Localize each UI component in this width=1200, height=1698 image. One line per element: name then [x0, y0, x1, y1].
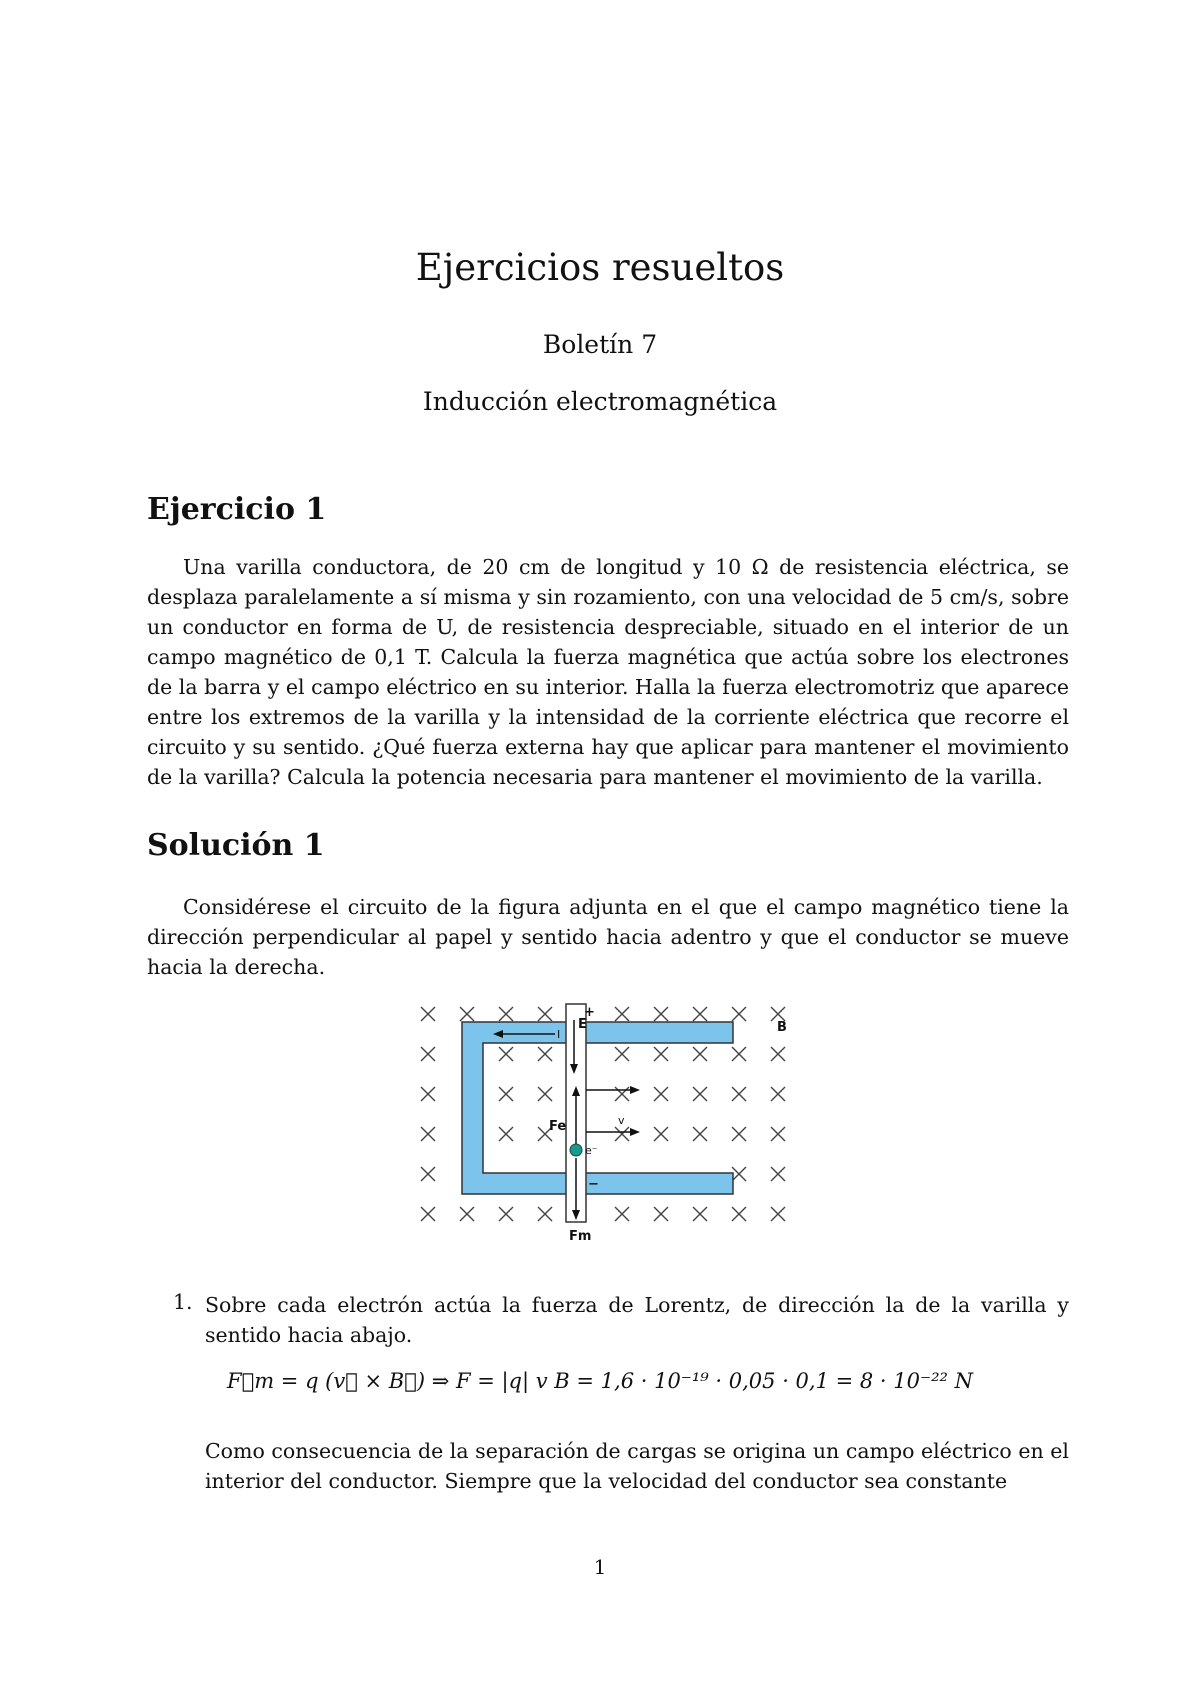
- field-cross: [693, 1047, 707, 1061]
- velocity-arrowhead-upper: [630, 1086, 640, 1094]
- field-label: B: [777, 1020, 787, 1035]
- solution-intro: Considérese el circuito de la figura adjunta en el que el campo magnético tiene la dirección perpendicular al papel y sentido hacia adentro y que el conductor se mueve hacia la derecha.: [147, 895, 1069, 979]
- field-cross: [421, 1047, 435, 1061]
- field-cross: [732, 1167, 746, 1181]
- field-cross: [771, 1007, 785, 1021]
- field-cross: [499, 1007, 513, 1021]
- efield-label: E: [578, 1017, 587, 1032]
- field-cross: [771, 1167, 785, 1181]
- exercise-heading: Ejercicio 1: [147, 492, 327, 527]
- field-cross: [460, 1207, 474, 1221]
- field-cross: [538, 1007, 552, 1021]
- field-cross: [732, 1047, 746, 1061]
- exercise-statement: Una varilla conductora, de 20 cm de longitud y 10 Ω de resistencia eléctrica, se desplaza paralelamente a sí misma y sin rozamiento, con una velocidad de 5 cm/s, sobre un conductor en forma de U, de resistencia despreciable, situado en el interior de un campo magnético de 0,1 T. Calcula la fuerza magnética que actúa sobre los electrones de la barra y el campo eléctrico en su interior. Halla la fuerza electromotriz que aparece entre los extremos de la varilla y la intensidad de la corriente eléctrica que recorre el circuito y su sentido. ¿Qué fuerza externa hay que aplicar para mantener el movimiento de la varilla? Calcula la potencia necesaria para mantener el movimiento de la varilla.: [147, 555, 1069, 789]
- current-label: I: [557, 1028, 561, 1041]
- field-cross: [771, 1087, 785, 1101]
- topic-label: Inducción electromagnética: [422, 387, 778, 416]
- electron: [570, 1144, 582, 1156]
- field-cross: [654, 1047, 668, 1061]
- minus-sign: −: [588, 1177, 599, 1192]
- electric-force-label: Fe: [549, 1119, 567, 1134]
- lorentz-equation: F⃗m = q (v⃗ × B⃗) ⇒ F = |q| v B = 1,6 · 10⁻¹⁹ · 0,05 · 0,1 = 8 · 10⁻²² N: [227, 1369, 973, 1393]
- field-cross: [421, 1007, 435, 1021]
- field-cross: [693, 1207, 707, 1221]
- field-cross: [771, 1047, 785, 1061]
- field-cross: [421, 1127, 435, 1141]
- page-number: 1: [593, 1555, 607, 1579]
- plus-sign: +: [584, 1005, 595, 1020]
- field-cross: [499, 1087, 513, 1101]
- field-cross: [421, 1087, 435, 1101]
- field-cross: [654, 1087, 668, 1101]
- field-cross: [771, 1207, 785, 1221]
- field-cross: [615, 1207, 629, 1221]
- field-cross: [693, 1007, 707, 1021]
- page-title: Ejercicios resueltos: [415, 246, 785, 289]
- field-cross: [732, 1127, 746, 1141]
- field-cross: [654, 1207, 668, 1221]
- field-cross: [693, 1127, 707, 1141]
- field-cross: [499, 1207, 513, 1221]
- field-cross: [460, 1007, 474, 1021]
- continuation-text: Como consecuencia de la separación de cargas se origina un campo eléctrico en el interior del conductor. Siempre que la velocidad del conductor sea constante: [205, 1439, 1069, 1493]
- field-cross: [538, 1047, 552, 1061]
- bulletin-label: Boletín 7: [542, 330, 658, 359]
- field-cross: [693, 1087, 707, 1101]
- field-cross: [654, 1007, 668, 1021]
- field-cross: [615, 1007, 629, 1021]
- field-cross: [732, 1087, 746, 1101]
- u-conductor: [462, 1022, 733, 1194]
- velocity-arrowhead-lower: [630, 1128, 640, 1136]
- electron-label: e⁻: [585, 1144, 598, 1157]
- item-number: 1.: [173, 1290, 193, 1314]
- field-cross: [538, 1207, 552, 1221]
- velocity-label: v: [618, 1114, 625, 1127]
- field-cross: [538, 1087, 552, 1101]
- field-cross: [421, 1167, 435, 1181]
- field-cross: [615, 1127, 629, 1141]
- magnetic-force-label: Fm: [569, 1229, 592, 1244]
- field-cross: [499, 1127, 513, 1141]
- field-cross: [732, 1207, 746, 1221]
- field-cross: [615, 1047, 629, 1061]
- solution-heading: Solución 1: [147, 828, 325, 863]
- field-cross: [771, 1127, 785, 1141]
- field-cross: [421, 1207, 435, 1221]
- field-cross: [732, 1007, 746, 1021]
- field-cross: [615, 1087, 629, 1101]
- circuit-figure: [410, 990, 810, 1250]
- field-cross: [654, 1127, 668, 1141]
- field-cross: [499, 1047, 513, 1061]
- item-text: Sobre cada electrón actúa la fuerza de Lorentz, de dirección la de la varilla y sentido hacia abajo.: [205, 1293, 1069, 1347]
